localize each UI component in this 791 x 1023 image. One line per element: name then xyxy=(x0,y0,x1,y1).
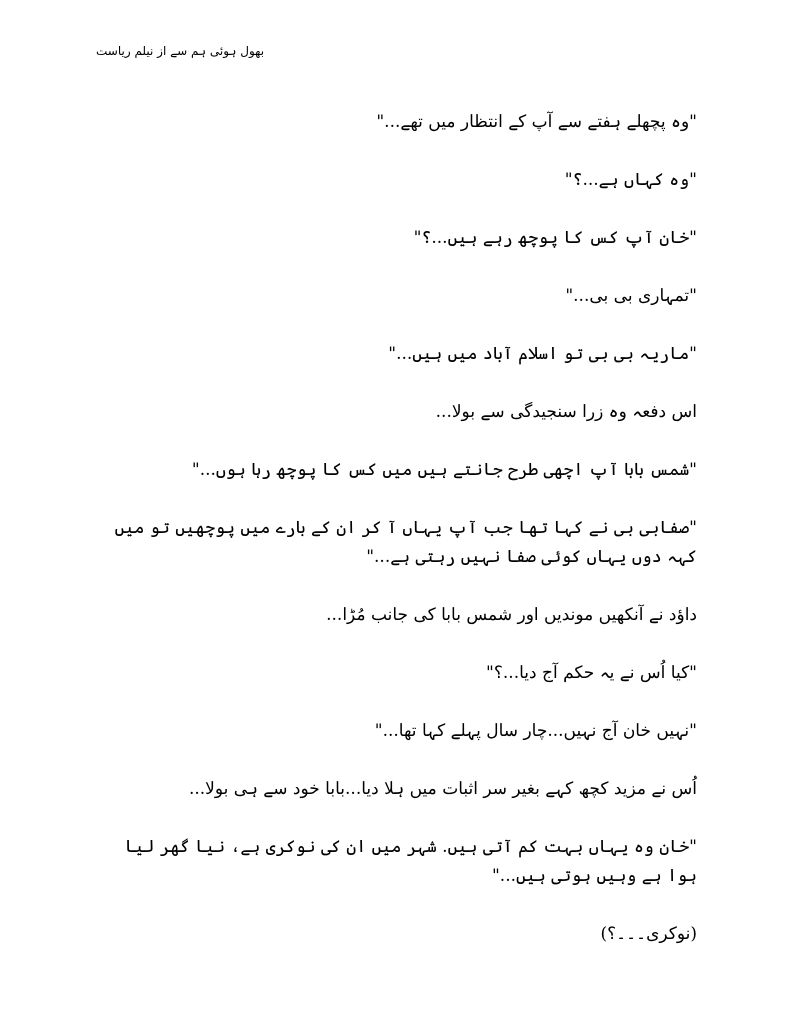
paragraph: اس دفعہ وہ زرا سنجیدگی سے بولا... xyxy=(435,402,697,422)
paragraph: "ماریہ بی بی تو اسلام آباد میں ہیں..." xyxy=(388,344,697,364)
story-body xyxy=(110,108,697,949)
paragraph: اُس نے مزید کچھ کہے بغیر سر اثبات میں ہلا دیا...بابا خود سے ہی بولا... xyxy=(188,779,697,799)
paragraph: (نوکری۔۔۔؟) xyxy=(600,924,697,944)
paragraph: "نہیں خان آج نہیں...چار سال پہلے کہا تھا..." xyxy=(374,721,697,741)
paragraph: "صفابی بی نے کہا تھا جب آپ یہاں آ کر ان کے بارے میں پوچھیں تو میں کہہ دوں یہاں کوئی صفا نہیں رہتی ہے..." xyxy=(114,518,697,567)
paragraph: "خان وہ یہاں بہت کم آتی ہیں. شہر میں ان کی نوکری ہے، نیا گھر لیا ہوا ہے وہیں ہوتی ہیں..." xyxy=(124,837,697,886)
paragraph: "کیا اُس نے یہ حکم آج دیا...؟" xyxy=(486,663,697,683)
paragraph: "وہ پچھلے ہفتے سے آپ کے انتظار میں تھے..." xyxy=(376,112,697,132)
paragraph: "خان آپ کس کا پوچھ رہے ہیں...؟" xyxy=(413,228,697,248)
paragraph: "شمس بابا آپ اچھی طرح جانتے ہیں میں کس کا پوچھ رہا ہوں..." xyxy=(191,460,697,480)
paragraph: "وہ کہاں ہے...؟" xyxy=(564,170,697,190)
paragraph: "تمہاری بی بی..." xyxy=(565,286,697,306)
running-header: بھول ہوئی ہم سے از نیلم ریاست xyxy=(96,44,265,58)
paragraph: داؤد نے آنکھیں موندیں اور شمس بابا کی جانب مُڑا... xyxy=(326,605,697,625)
